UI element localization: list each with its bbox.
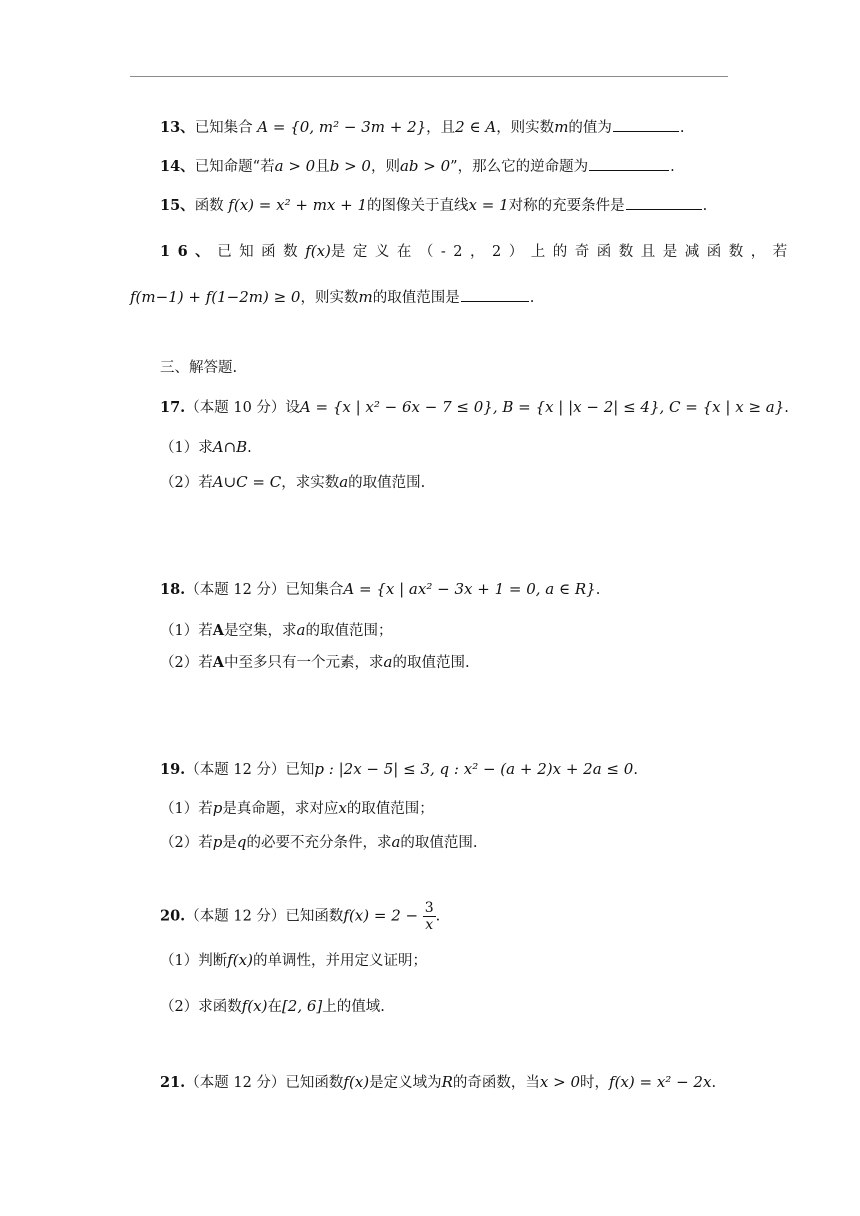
score-label: （本题 12 分）: [185, 908, 286, 925]
text: 且: [315, 159, 330, 175]
math-expression: A = {x | x² − 6x − 7 ≤ 0}, B = {x | |x − 2| ≤ 4}, C = {x | x ≥ a}: [299, 398, 785, 416]
question-number: 17.: [160, 399, 186, 416]
text: 已知函数: [217, 244, 306, 260]
text: 已知函数: [285, 908, 344, 925]
math-expression: f(x) = 2 −: [343, 906, 419, 925]
math-expression: x = 1: [468, 196, 509, 214]
text: .: [633, 762, 638, 778]
text: 上的值域.: [322, 999, 385, 1015]
text: .: [595, 582, 601, 598]
text: 的取值范围；: [305, 623, 393, 639]
score-label: （本题 10 分）: [185, 400, 286, 416]
math-variable: R: [441, 1073, 453, 1091]
text: （1）若: [160, 623, 213, 639]
text: ，则: [370, 159, 400, 175]
answer-blank[interactable]: [461, 287, 529, 302]
score-label: （本题 12 分）: [185, 762, 286, 778]
math-expression: ab > 0: [399, 157, 451, 175]
question-number: 15、: [160, 197, 195, 214]
text: .: [679, 120, 685, 136]
set-name: A: [212, 622, 224, 639]
text: 已知函数: [285, 1075, 344, 1091]
text: ”，那么它的逆命题为: [450, 159, 589, 175]
math-expression: f(x): [241, 997, 268, 1015]
answer-blank[interactable]: [626, 195, 702, 210]
text: 的取值范围.: [392, 655, 470, 671]
text: 是空集，求: [224, 623, 297, 639]
math-variable: p: [212, 833, 223, 851]
text: .: [711, 1075, 717, 1091]
text: 已知集合: [285, 582, 344, 598]
math-expression: A∪C = C: [212, 473, 282, 491]
math-expression: f(x): [343, 1073, 370, 1091]
text: 的取值范围；: [346, 801, 434, 817]
math-expression: [2, 6]: [281, 997, 323, 1015]
question-17-part-2: [160, 471, 425, 494]
math-expression: 2 ∈ A: [455, 118, 497, 136]
question-number: 21.: [160, 1074, 186, 1091]
fraction-denominator: x: [425, 917, 434, 933]
question-21: [160, 1071, 716, 1094]
set-name: A: [212, 654, 224, 671]
text: （2）求函数: [160, 999, 242, 1015]
math-expression: A = {0, m² − 3m + 2}: [257, 118, 427, 136]
text: （2）若: [160, 835, 213, 851]
math-variable: p: [212, 799, 223, 817]
answer-blank[interactable]: [589, 156, 669, 171]
text: （1）若: [160, 801, 213, 817]
text: 的图像关于直线: [367, 198, 469, 214]
text: 的奇函数，当: [452, 1075, 540, 1091]
text: 时，: [580, 1075, 610, 1091]
math-variable: x: [338, 799, 347, 817]
text: 的取值范围是: [372, 290, 460, 306]
header-rule: [130, 76, 728, 77]
math-variable: a: [339, 473, 349, 491]
question-number: 18.: [160, 581, 186, 598]
question-17-part-1: [160, 436, 252, 459]
math-expression: x > 0: [539, 1073, 581, 1091]
math-expression: A = {x | ax² − 3x + 1 = 0, a ∈ R}: [343, 580, 596, 598]
score-label: （本题 12 分）: [185, 1075, 286, 1091]
text: .: [435, 908, 441, 925]
question-number: 20.: [160, 907, 186, 925]
fraction: [423, 900, 436, 933]
answer-blank[interactable]: [613, 117, 679, 132]
text: 的取值范围.: [400, 835, 478, 851]
math-expression: b > 0: [329, 157, 371, 175]
question-number: 13、: [160, 119, 195, 136]
question-18: [160, 578, 600, 601]
text: ，求实数: [281, 475, 340, 491]
score-label: （本题 12 分）: [185, 582, 286, 598]
text: （1）判断: [160, 953, 228, 969]
question-20-part-2: [160, 995, 385, 1018]
math-variable: q: [236, 833, 247, 851]
section-heading: 三、解答题.: [160, 360, 238, 376]
question-20: [160, 900, 440, 933]
text: 是真命题，求对应: [222, 801, 339, 817]
text: 在: [267, 999, 282, 1015]
question-20-part-1: [160, 949, 427, 972]
text: 对称的充要条件是: [508, 198, 625, 214]
question-number: 16、: [160, 243, 218, 260]
text: 的单调性，并用定义证明；: [252, 953, 427, 969]
math-variable: m: [358, 288, 373, 306]
question-15: [160, 194, 707, 217]
question-19-part-2: [160, 831, 478, 854]
text: 的取值范围.: [348, 475, 426, 491]
text: （2）若: [160, 475, 213, 491]
text: .: [247, 440, 252, 456]
math-expression: A∩B: [212, 438, 248, 456]
text: ，且: [426, 120, 456, 136]
question-14: [160, 155, 675, 178]
text: 中至多只有一个元素，求: [224, 655, 384, 671]
text: ，则实数: [300, 290, 359, 306]
text: 已知集合: [194, 120, 253, 136]
math-expression: f(x) = x² − 2x: [609, 1073, 712, 1091]
math-variable: a: [296, 621, 306, 639]
question-17: [160, 396, 789, 419]
text: 函数: [194, 198, 224, 214]
math-variable: a: [391, 833, 401, 851]
text: ，则实数: [496, 120, 555, 136]
math-variable: m: [554, 118, 569, 136]
math-expression: p : |2x − 5| ≤ 3, q : x² − (a + 2)x + 2a ≤ 0: [314, 760, 634, 778]
math-expression: f(x): [227, 951, 253, 969]
question-16-line2: [130, 286, 534, 309]
text: 是定义在（-2，2）上的奇函数且是减函数，若: [330, 244, 795, 260]
text: 的必要不充分条件，求: [246, 835, 392, 851]
math-expression: a > 0: [274, 157, 316, 175]
question-13: [160, 116, 685, 139]
math-expression: f(m−1) + f(1−2m) ≥ 0: [130, 288, 301, 306]
fraction-numerator: 3: [424, 900, 434, 916]
text: 设: [285, 400, 300, 416]
text: （1）求: [160, 440, 213, 456]
text: .: [670, 159, 675, 175]
math-variable: a: [383, 653, 393, 671]
text: （2）若: [160, 655, 213, 671]
math-expression: f(x) = x² + mx + 1: [228, 196, 368, 214]
math-expression: f(x): [305, 242, 331, 260]
question-19: [160, 758, 638, 781]
text: .: [784, 400, 789, 416]
question-number: 19.: [160, 761, 186, 778]
text: .: [529, 290, 535, 306]
text: 的值为: [568, 120, 612, 136]
question-18-part-2: [160, 651, 470, 674]
text: 是: [222, 835, 237, 851]
text: 已知: [285, 762, 315, 778]
question-19-part-1: [160, 797, 434, 820]
text: .: [702, 198, 708, 214]
text: 是定义域为: [369, 1075, 442, 1091]
question-16-line1: [160, 240, 795, 261]
question-number: 14、: [160, 158, 195, 175]
text: 已知命题“若: [194, 159, 275, 175]
question-18-part-1: [160, 619, 392, 642]
